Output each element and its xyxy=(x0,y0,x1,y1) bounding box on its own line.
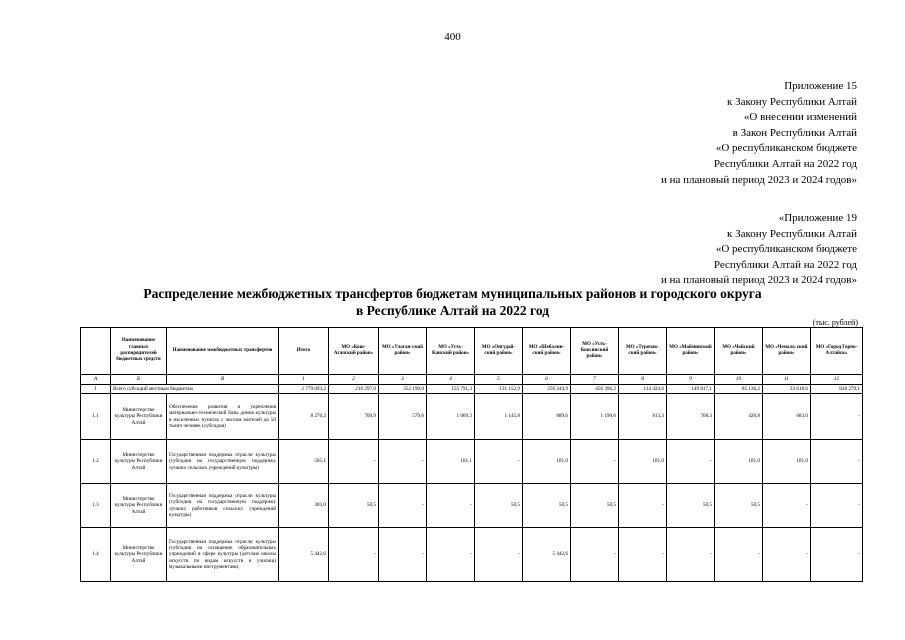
appendix-line: и на плановый период 2023 и 2024 годов» xyxy=(660,173,857,186)
value-cell: 50,5 xyxy=(667,484,715,528)
index-cell: 11 xyxy=(763,375,811,385)
value-cell: 1 069,3 xyxy=(427,394,475,440)
header-cell: МО «Кош-Агачский район» xyxy=(329,328,379,375)
header-cell: МО «Онгудай-ский район» xyxy=(475,328,523,375)
header-cell: МО «Майминский район» xyxy=(667,328,715,375)
index-cell: В xyxy=(167,375,279,385)
row-number: I xyxy=(81,385,111,394)
appendix-line: Республики Алтай на 2022 год xyxy=(713,258,857,271)
value-cell: - xyxy=(667,440,715,484)
row-number: 1.1 xyxy=(81,394,111,440)
value-cell: 889,6 xyxy=(523,394,571,440)
value-cell: 131 152,9 xyxy=(475,385,523,394)
value-cell: 50,5 xyxy=(475,484,523,528)
value-cell: 456 396,2 xyxy=(571,385,619,394)
value-cell: 505,1 xyxy=(279,440,329,484)
header-cell: МО «Усть-Канский район» xyxy=(427,328,475,375)
row-number: 1.2 xyxy=(81,440,111,484)
header-cell: МО «Улаган-ский район» xyxy=(379,328,427,375)
table-row xyxy=(81,440,863,484)
transfer-name-cell: Государственная поддержка отрасли культуры (субсидия на государственную поддержку лучших сельских учреждений культуры) xyxy=(167,440,279,484)
document-title xyxy=(0,285,905,319)
value-cell: 1 190,6 xyxy=(571,394,619,440)
value-cell: 256 244,9 xyxy=(523,385,571,394)
value-cell: - xyxy=(329,440,379,484)
index-cell: Б xyxy=(111,375,167,385)
table-row xyxy=(81,394,863,440)
value-cell: 216 297,0 xyxy=(329,385,379,394)
transfer-name-cell: Обеспечение развития и укрепления материально-технической базы домов культуры в населенных пунктах с числом жителей до 50 тысяч человек (субсидия) xyxy=(167,394,279,440)
appendix-line: Республики Алтай на 2022 год xyxy=(713,157,857,170)
value-cell: 149 817,1 xyxy=(667,385,715,394)
header-cell xyxy=(81,328,111,375)
value-cell: 709,9 xyxy=(329,394,379,440)
appendix-line: «О внесении изменений xyxy=(743,111,857,124)
index-cell: 2 xyxy=(329,375,379,385)
distributor-cell: Министерство культуры Республики Алтай xyxy=(111,394,167,440)
index-cell: 3 xyxy=(379,375,427,385)
value-cell: - xyxy=(811,440,863,484)
value-cell: - xyxy=(619,528,667,582)
header-cell: МО «Усть-Коксинский район» xyxy=(571,328,619,375)
value-cell: 426,8 xyxy=(715,394,763,440)
header-cell: МО «Чойский район» xyxy=(715,328,763,375)
value-cell: 5 442,6 xyxy=(523,528,571,582)
index-cell: 12 xyxy=(811,375,863,385)
column-index-row xyxy=(81,375,863,385)
value-cell: - xyxy=(427,528,475,582)
header-cell: Итого xyxy=(279,328,329,375)
index-cell: 8 xyxy=(619,375,667,385)
appendix-line: Приложение 15 xyxy=(784,80,857,92)
page-number: 400 xyxy=(444,31,461,43)
value-cell: 2 779 093,2 xyxy=(279,385,329,394)
title-line: Распределение межбюджетных трансфертов бюджетам муниципальных районов и городского округа xyxy=(143,286,762,301)
index-cell: 5 xyxy=(475,375,523,385)
value-cell: - xyxy=(379,484,427,528)
value-cell: - xyxy=(811,394,863,440)
header-cell: МО «Турочак-ский район» xyxy=(619,328,667,375)
value-cell: 352 190,0 xyxy=(379,385,427,394)
value-cell: - xyxy=(715,528,763,582)
transfer-name-cell: Государственная поддержка отрасли культуры (субсидия на оснащение образовательных учреждений в сфере культуры (детские школы искусств по видам искусств и училищ) музыкальными инструментами, xyxy=(167,528,279,582)
title-line: в Республике Алтай на 2022 год xyxy=(355,303,550,318)
index-cell: А xyxy=(81,375,111,385)
table-row xyxy=(81,484,863,528)
index-cell: 10 xyxy=(715,375,763,385)
index-cell: 1 xyxy=(279,375,329,385)
value-cell: 50,5 xyxy=(329,484,379,528)
header-cell: МО «Чемаль-ский район» xyxy=(763,328,811,375)
value-cell: 101,0 xyxy=(715,440,763,484)
distributor-cell: Министерство культуры Республики Алтай xyxy=(111,528,167,582)
appendix-line: «О республиканском бюджете xyxy=(715,243,857,256)
header-cell: МО «Шебалин-ский район» xyxy=(523,328,571,375)
value-cell: 5 442,6 xyxy=(279,528,329,582)
appendix-line: «О республиканском бюджете xyxy=(715,142,857,155)
value-cell: - xyxy=(379,528,427,582)
value-cell: 101,0 xyxy=(619,440,667,484)
index-cell: 7 xyxy=(571,375,619,385)
index-cell: 4 xyxy=(427,375,475,385)
value-cell: 50,5 xyxy=(523,484,571,528)
appendix-line: «Приложение 19 xyxy=(778,212,857,224)
value-cell: 101,1 xyxy=(427,440,475,484)
value-cell: - xyxy=(571,440,619,484)
value-cell: - xyxy=(427,484,475,528)
distributor-cell: Министерство культуры Республики Алтай xyxy=(111,440,167,484)
value-cell: - xyxy=(475,440,523,484)
value-cell: - xyxy=(475,528,523,582)
value-cell: 813,3 xyxy=(619,394,667,440)
table-header-row xyxy=(81,328,863,375)
header-cell: Наименование межбюджетных трансфертов xyxy=(167,328,279,375)
value-cell: 85 136,2 xyxy=(715,385,763,394)
appendix-line: к Закону Республики Алтай xyxy=(727,95,857,108)
value-cell: 155 791,3 xyxy=(427,385,475,394)
value-cell: 683,0 xyxy=(763,394,811,440)
value-cell: - xyxy=(329,528,379,582)
index-cell: 9 xyxy=(667,375,715,385)
value-cell: 1 145,8 xyxy=(475,394,523,440)
value-cell: 114 424,6 xyxy=(619,385,667,394)
header-cell: МО «Город Горно-Алтайск» xyxy=(811,328,863,375)
appendix-line: к Закону Республики Алтай xyxy=(727,227,857,240)
value-cell: - xyxy=(811,528,863,582)
appendix-line: в Закон Республики Алтай xyxy=(732,126,857,139)
value-cell: - xyxy=(619,484,667,528)
value-cell: - xyxy=(571,528,619,582)
header-cell: Наименование главных распорядителей бюджетных средств xyxy=(111,328,167,375)
transfers-table xyxy=(80,327,863,582)
distributor-cell: Министерство культуры Республики Алтай xyxy=(111,484,167,528)
value-cell: 101,0 xyxy=(523,440,571,484)
row-number: 1.3 xyxy=(81,484,111,528)
index-cell: 6 xyxy=(523,375,571,385)
total-row xyxy=(81,385,863,394)
value-cell: 768,3 xyxy=(667,394,715,440)
value-cell: 50,5 xyxy=(715,484,763,528)
appendix-note-19 xyxy=(661,211,857,289)
value-cell: 50,5 xyxy=(571,484,619,528)
value-cell: 828 279,1 xyxy=(811,385,863,394)
value-cell: 579,6 xyxy=(379,394,427,440)
total-label: Всего субсидий местным бюджетам xyxy=(111,385,279,394)
value-cell: - xyxy=(763,528,811,582)
appendix-line: и на плановый период 2023 и 2024 годов» xyxy=(660,274,857,287)
value-cell: - xyxy=(667,528,715,582)
units-label: (тыс. рублей) xyxy=(812,318,858,327)
row-number: 1.4 xyxy=(81,528,111,582)
appendix-note-15 xyxy=(661,79,857,188)
transfer-name-cell: Государственная поддержка отрасли культуры (субсидия на государственную поддержку лучших работников сельских учреждений культуры) xyxy=(167,484,279,528)
value-cell: 8 276,2 xyxy=(279,394,329,440)
value-cell: 33 618,6 xyxy=(763,385,811,394)
value-cell: 303,0 xyxy=(279,484,329,528)
table-row xyxy=(81,528,863,582)
value-cell: - xyxy=(763,484,811,528)
value-cell: - xyxy=(811,484,863,528)
value-cell: 101,0 xyxy=(763,440,811,484)
value-cell: - xyxy=(379,440,427,484)
